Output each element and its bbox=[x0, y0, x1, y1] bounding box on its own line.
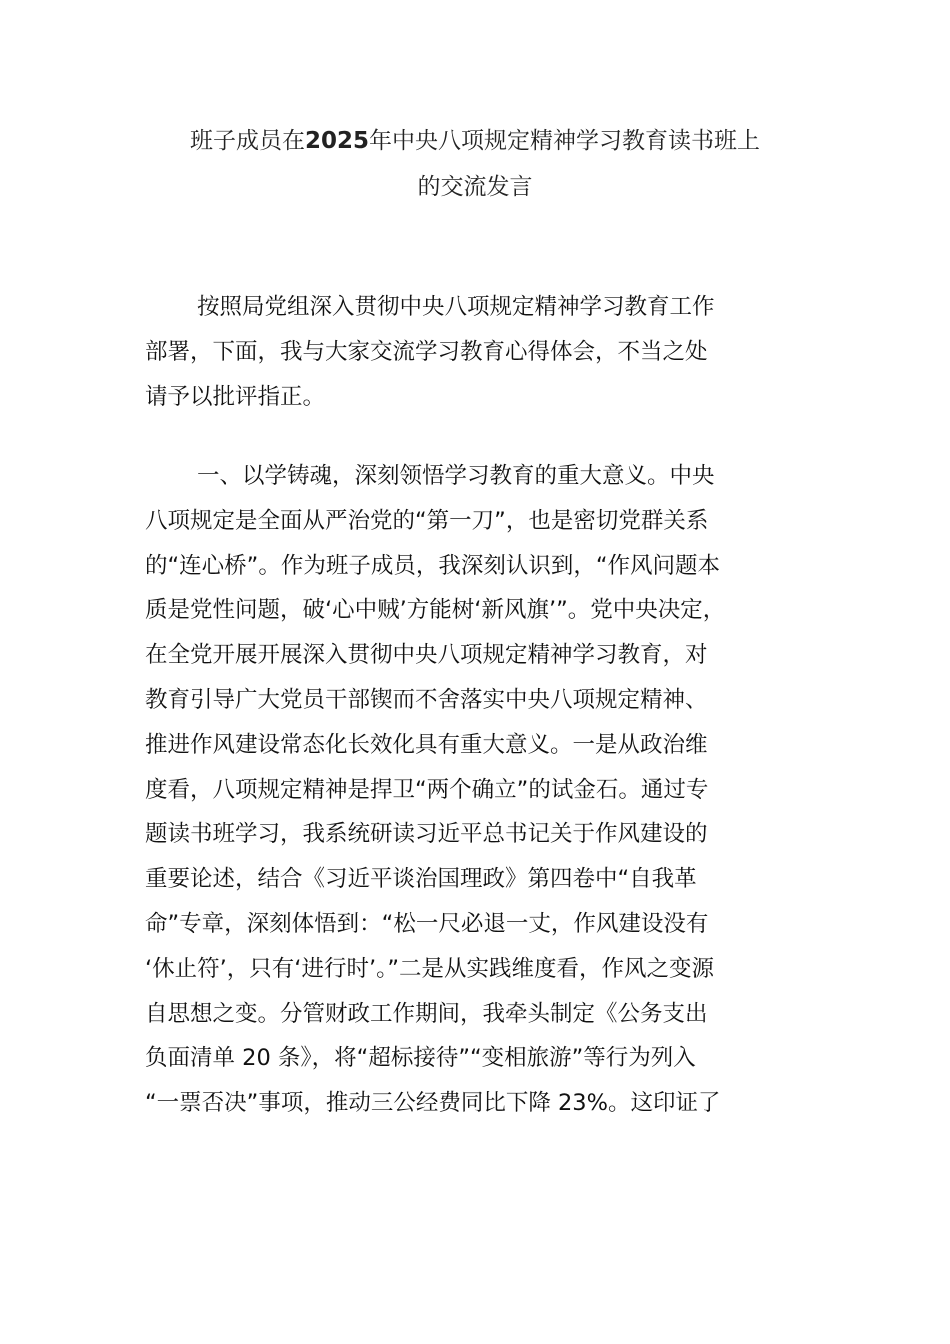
title-prefix: 班子成员在 bbox=[189, 128, 305, 154]
paragraph-line: 请予以批评指正。 bbox=[145, 383, 326, 410]
paragraph-line: 题读书班学习，我系统研读习近平总书记关于作风建设的 bbox=[145, 821, 708, 848]
paragraph-line: 的“连心桥”。作为班子成员，我深刻认识到，“作风问题本 bbox=[145, 552, 720, 579]
paragraph-line: 一、以学铸魂，深刻领悟学习教育的重大意义。中央 bbox=[197, 463, 715, 489]
paragraph-line: 部署，下面，我与大家交流学习教育心得体会，不当之处 bbox=[145, 338, 708, 365]
paragraph-line: 八项规定是全面从严治党的“第一刀”，也是密切党群关系 bbox=[145, 507, 709, 534]
paragraph-intro bbox=[145, 285, 805, 419]
document-title bbox=[120, 118, 830, 210]
paragraph-line: 教育引导广大党员干部锲而不舍落实中央八项规定精神、 bbox=[145, 686, 708, 713]
title-suffix: 年中央八项规定精神学习教育读书班上 bbox=[369, 128, 760, 154]
title-year: 2025 bbox=[304, 128, 369, 154]
paragraph-line: 按照局党组深入贯彻中央八项规定精神学习教育工作 bbox=[197, 294, 715, 320]
paragraph-line: 重要论述，结合《习近平谈治国理政》第四卷中“自我革 bbox=[145, 866, 697, 893]
paragraph-section-one bbox=[145, 454, 805, 1126]
paragraph-line: 负面清单 20 条》，将“超标接待”“变相旅游”等行为列入 bbox=[145, 1045, 696, 1072]
paragraph-line: 在全党开展开展深入贯彻中央八项规定精神学习教育，对 bbox=[145, 642, 708, 669]
paragraph-line: 自思想之变。分管财政工作期间，我牵头制定《公务支出 bbox=[145, 1000, 708, 1027]
title-line-1 bbox=[120, 118, 830, 164]
paragraph-line: 度看，八项规定精神是捍卫“两个确立”的试金石。通过专 bbox=[145, 776, 709, 803]
paragraph-line: ‘休止符’，只有‘进行时’。”二是从实践维度看，作风之变源 bbox=[145, 955, 715, 982]
paragraph-line: “一票否决”事项，推动三公经费同比下降 23%。这印证了 bbox=[145, 1090, 721, 1117]
title-line-2: 的交流发言 bbox=[417, 174, 533, 200]
paragraph-line: 质是党性问题，破‘心中贼’方能树‘新风旗’”。党中央决定， bbox=[145, 597, 726, 624]
paragraph-line: 推进作风建设常态化长效化具有重大意义。一是从政治维 bbox=[145, 731, 708, 758]
paragraph-line: 命”专章，深刻体悟到：“松一尺必退一丈，作风建设没有 bbox=[145, 910, 709, 937]
